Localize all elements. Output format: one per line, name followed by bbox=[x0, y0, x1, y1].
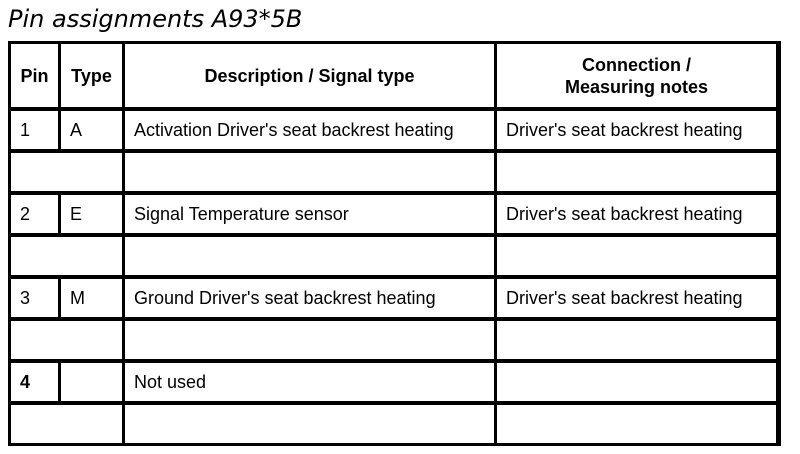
empty-cell bbox=[125, 153, 494, 191]
header-description: Description / Signal type bbox=[125, 44, 494, 107]
pin-cell: 4 bbox=[11, 363, 58, 401]
pin-cell: 1 bbox=[11, 111, 58, 149]
document-title: Pin assignments A93*5B bbox=[8, 5, 303, 33]
description-cell: Activation Driver's seat backrest heating bbox=[125, 111, 494, 149]
empty-cell bbox=[11, 405, 122, 443]
connection-cell: Driver's seat backrest heating bbox=[497, 195, 776, 233]
empty-cell bbox=[497, 237, 776, 275]
empty-cell bbox=[497, 405, 776, 443]
header-connection-line1: Connection / bbox=[582, 54, 691, 75]
pin-cell: 2 bbox=[11, 195, 58, 233]
type-cell: E bbox=[61, 195, 122, 233]
empty-cell bbox=[125, 405, 494, 443]
description-cell: Ground Driver's seat backrest heating bbox=[125, 279, 494, 317]
header-type: Type bbox=[61, 44, 122, 107]
empty-cell bbox=[497, 153, 776, 191]
type-cell: M bbox=[61, 279, 122, 317]
type-cell: A bbox=[61, 111, 122, 149]
empty-cell bbox=[11, 321, 122, 359]
header-connection-line2: Measuring notes bbox=[564, 76, 709, 97]
description-cell: Not used bbox=[125, 363, 494, 401]
connection-cell bbox=[497, 363, 776, 401]
header-connection bbox=[497, 44, 776, 107]
pin-cell: 3 bbox=[11, 279, 58, 317]
type-cell bbox=[61, 363, 122, 401]
empty-cell bbox=[11, 153, 122, 191]
description-cell: Signal Temperature sensor bbox=[125, 195, 494, 233]
pin-assignment-table bbox=[8, 41, 781, 446]
header-pin: Pin bbox=[11, 44, 58, 107]
empty-cell bbox=[11, 237, 122, 275]
connection-cell: Driver's seat backrest heating bbox=[497, 111, 776, 149]
connection-cell: Driver's seat backrest heating bbox=[497, 279, 776, 317]
empty-cell bbox=[125, 237, 494, 275]
empty-cell bbox=[497, 321, 776, 359]
empty-cell bbox=[125, 321, 494, 359]
